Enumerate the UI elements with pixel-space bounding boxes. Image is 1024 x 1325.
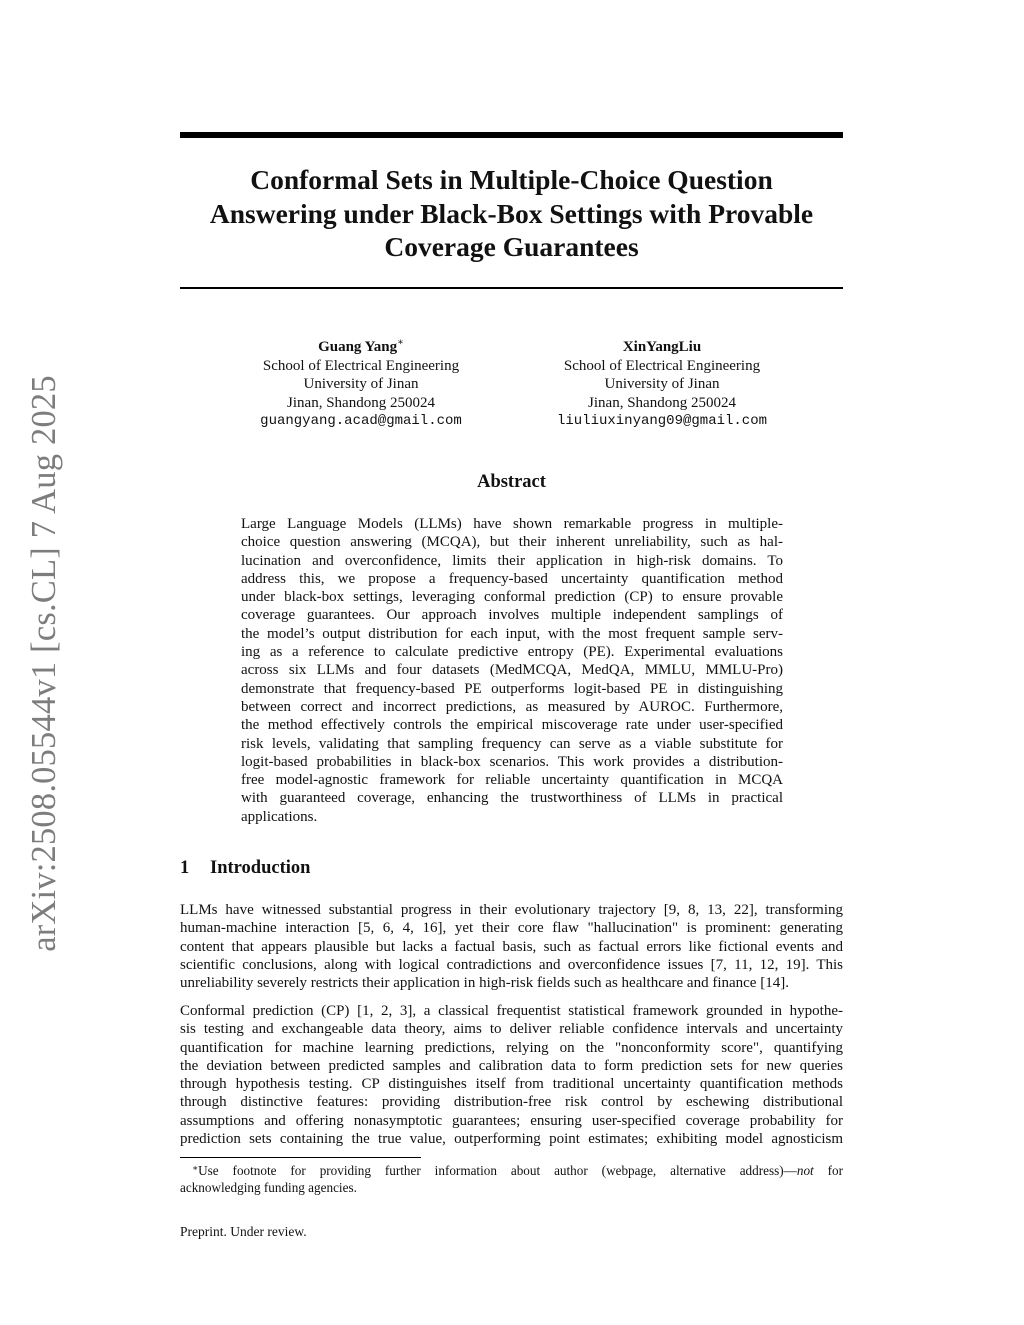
abstract-line: lucination and overconfidence, limits their application in high-risk domains. To (241, 552, 783, 569)
section-heading-introduction (180, 858, 310, 879)
abstract-line: logit-based probabilities in black-box scenarios. This work provides a distribution- (241, 753, 783, 770)
author-affiliation: School of Electrical Engineering (262, 357, 460, 374)
body-line: through distinctive features: providing distribution-free risk control by eschewing distributional (180, 1094, 843, 1111)
arxiv-identifier-stamp (18, 374, 70, 952)
author-address: Jinan, Shandong 250024 (588, 394, 736, 411)
abstract-line: risk levels, validating that sampling frequency can serve as a viable substitute for (241, 735, 783, 752)
abstract-heading: Abstract (477, 472, 546, 492)
author-name: XinYangLiu (622, 339, 702, 355)
title-line: Coverage Guarantees (384, 231, 639, 262)
title-line: Answering under Black-Box Settings with Provable (209, 197, 814, 229)
footnote (180, 1160, 843, 1196)
abstract-line: with guaranteed coverage, enhancing the trustworthiness of LLMs in practical (241, 790, 783, 807)
section-number: 1 (180, 858, 190, 878)
abstract-line: demonstrate that frequency-based PE outperforms logit-based PE in distinguishing (241, 680, 783, 697)
author-address: Jinan, Shandong 250024 (287, 394, 435, 411)
body-line: through hypothesis testing. CP distinguishes itself from traditional uncertainty quantification methods (180, 1076, 843, 1093)
footnote-emphasis: not (796, 1163, 814, 1178)
abstract-body (241, 515, 783, 826)
body-line: quantification for machine learning predictions, relying on the "nonconformity score", quantifying (180, 1039, 843, 1056)
body-line: prediction sets containing the true value, outperforming point estimates; exhibiting model agnosticism (180, 1131, 843, 1148)
preprint-notice: Preprint. Under review. (180, 1224, 307, 1239)
author-footnote-mark: ∗ (397, 337, 404, 348)
abstract-line: applications. (241, 808, 318, 825)
footnote-line: ∗Use footnote for providing further information about author (webpage, alternative address)—not for (192, 1163, 843, 1178)
paper-title (180, 163, 843, 264)
abstract-line: under black-box settings, leveraging conformal prediction (CP) to ensure provable (241, 589, 783, 606)
body-line: assumptions and offering nonasymptotic guarantees; ensuring user-specified coverage probability for (180, 1112, 843, 1129)
author-email: liuliuxinyang09@gmail.com (556, 413, 768, 430)
footnote-rule (180, 1157, 421, 1158)
abstract-line: Large Language Models (LLMs) have shown remarkable progress in multiple- (241, 516, 783, 532)
abstract-line: across six LLMs and four datasets (MedMCQA, MedQA, MMLU, MMLU-Pro) (241, 662, 783, 679)
abstract-line: free model-agnostic framework for reliable uncertainty quantification in MCQA (241, 772, 783, 789)
title-line: Conformal Sets in Multiple-Choice Question (250, 164, 773, 195)
body-line: the deviation between predicted samples and calibration data to form prediction sets for new queries (180, 1057, 843, 1074)
author-email: guangyang.acad@gmail.com (260, 413, 462, 430)
abstract-line: choice question answering (MCQA), but their inherent unreliability, such as hal- (241, 534, 783, 551)
body-line: unreliability severely restricts their application in high-risk fields such as healthcare and finance [14]. (180, 975, 789, 992)
author-university: University of Jinan (303, 376, 419, 393)
footnote-mark: ∗ (192, 1163, 199, 1173)
abstract-line: coverage guarantees. Our approach involves multiple independent samplings of (241, 607, 783, 624)
arxiv-identifier-text: arXiv:2508.05544v1 [cs.CL] 7 Aug 2025 (24, 374, 63, 952)
body-line: content that appears plausible but lacks a factual basis, such as factual errors like fictional events and (180, 938, 843, 955)
abstract-line: ing as a reference to calculate predictive entropy (PE). Experimental evaluations (241, 644, 783, 661)
intro-paragraph-1 (180, 901, 843, 992)
intro-paragraph-2 (180, 1002, 843, 1148)
section-title: Introduction (210, 858, 311, 878)
abstract-line: address this, we propose a frequency-based uncertainty quantification method (241, 570, 783, 587)
footnote-line: acknowledging funding agencies. (180, 1180, 357, 1195)
author-block-1 (211, 334, 511, 431)
title-bottom-rule (180, 287, 843, 289)
abstract-line: the model’s output distribution for each input, with the most frequent sample serv- (241, 625, 783, 642)
author-block-2 (512, 334, 812, 431)
body-line: LLMs have witnessed substantial progress in their evolutionary trajectory [9, 8, 13, 22], transforming (180, 902, 843, 918)
author-name: Guang Yang∗ (318, 337, 404, 355)
title-top-rule (180, 132, 843, 138)
abstract-line: the method effectively controls the empirical miscoverage rate under user-specified (241, 717, 783, 734)
author-university: University of Jinan (604, 376, 720, 393)
body-line: Conformal prediction (CP) [1, 2, 3], a classical frequentist statistical framework grounded in hypothe- (180, 1003, 843, 1019)
body-line: scientific conclusions, along with logical contradictions and overconfidence issues [7, 11, 12, 19]. This (180, 956, 843, 973)
body-line: sis testing and exchangeable data theory, aims to deliver reliable confidence intervals and uncertainty (180, 1021, 843, 1038)
body-line: human-machine interaction [5, 6, 4, 16], yet their core flaw "hallucination" is prominent: generating (180, 920, 843, 937)
author-affiliation: School of Electrical Engineering (563, 357, 761, 374)
abstract-line: between correct and incorrect predictions, as measured by AUROC. Furthermore, (241, 698, 783, 715)
